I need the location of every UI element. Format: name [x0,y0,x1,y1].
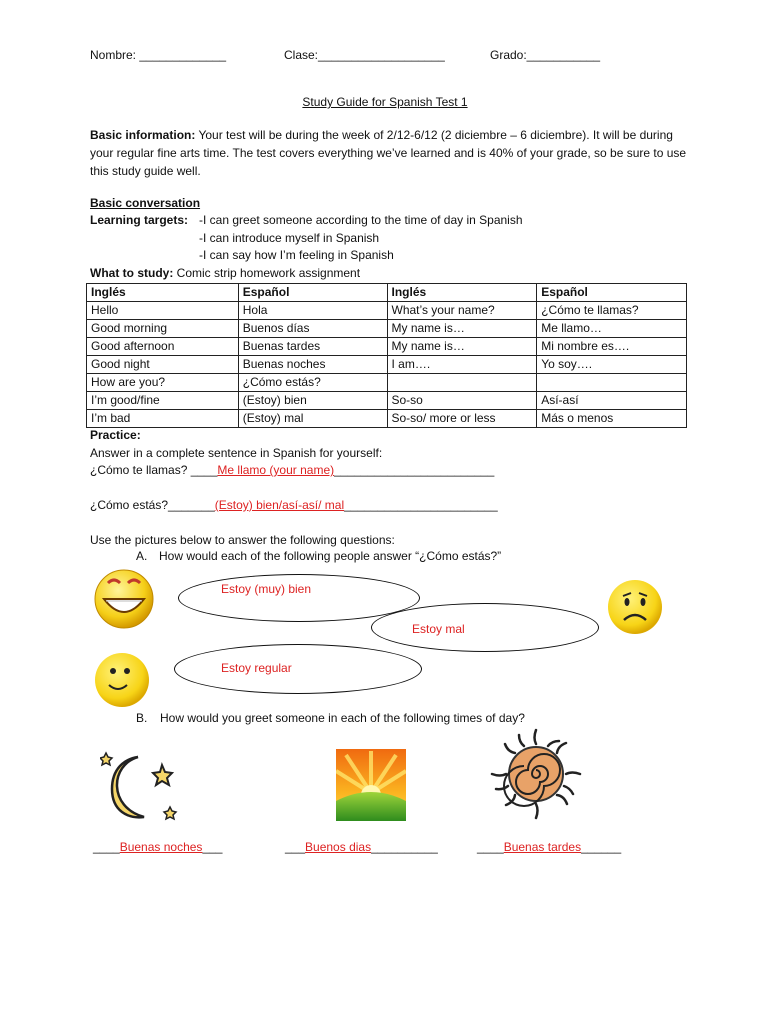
table-cell: I’m bad [87,410,239,428]
table-row [87,410,687,428]
question-como-estas [90,498,498,512]
page-title: Study Guide for Spanish Test 1 [302,95,468,109]
answer-blank: __________ [371,840,438,854]
question-b-text: How would you greet someone in each of the following times of day? [160,711,525,725]
basic-info-text: Your test will be during the week of 2/12-6/12 (2 diciembre – 6 diciembre). It will be during your regular fine arts time. The test covers everything we’ve learned and is 40% of your grade, so be sure to use this study guide well. [90,128,687,178]
table-cell [387,374,537,392]
question-prefix: ¿Cómo te llamas? ____ [90,463,218,477]
clase-field: Clase:___________________ [284,48,445,62]
basic-info-paragraph [90,126,690,180]
answer-blank: ___ [285,840,306,854]
table-row [87,302,687,320]
answer-text: Me llamo (your name) [217,463,335,477]
neutral-smile-face-icon [92,652,152,708]
table-cell: ¿Cómo estás? [238,374,387,392]
sun-icon [488,726,584,822]
table-header-row [87,284,687,302]
question-a-marker: A. [136,549,148,563]
table-cell: (Estoy) mal [238,410,387,428]
nombre-field: Nombre: _____________ [90,48,227,62]
question-a-text: How would each of the following people answer “¿Cómo estás?” [159,549,502,563]
table-cell: So-so [387,392,537,410]
sunrise-icon [336,749,406,821]
learning-targets-label: Learning targets: [90,213,189,227]
table-cell: Yo soy…. [537,356,687,374]
answer-text: Buenas tardes [503,840,582,854]
basic-conversation-heading: Basic conversation [90,196,201,210]
vocab-table [86,283,687,428]
answer-blank: _______________________ [344,498,498,512]
learning-target-2: -I can introduce myself in Spanish [199,231,380,245]
table-cell [537,374,687,392]
table-cell: What’s your name? [387,302,537,320]
answer-afternoon [477,840,621,854]
laughing-face-icon [92,565,156,631]
table-cell: Buenas noches [238,356,387,374]
table-cell: Así-así [537,392,687,410]
question-como-te-llamas [90,463,494,477]
table-cell: Me llamo… [537,320,687,338]
table-row [87,356,687,374]
basic-info-label: Basic information: [90,128,196,142]
speech-bubble-regular [174,644,422,694]
answer-blank: ____ [477,840,504,854]
table-cell: Good morning [87,320,239,338]
table-cell: Hello [87,302,239,320]
question-b-marker: B. [136,711,148,725]
bubble-happy-text: Estoy (muy) bien [221,582,312,596]
table-header-cell: Inglés [87,284,239,302]
answer-blank: ____ [93,840,120,854]
what-to-study-text: Comic strip homework assignment [173,266,361,280]
table-row [87,392,687,410]
table-cell: My name is… [387,320,537,338]
table-row [87,338,687,356]
learning-target-3: -I can say how I’m feeling in Spanish [199,248,394,262]
table-header-cell: Español [537,284,687,302]
bubble-regular-text: Estoy regular [221,661,292,675]
table-cell: I’m good/fine [87,392,239,410]
table-cell: (Estoy) bien [238,392,387,410]
answer-night [93,840,222,854]
answer-text: Buenas noches [119,840,203,854]
table-cell: My name is… [387,338,537,356]
pictures-instruction: Use the pictures below to answer the following questions: [90,533,395,547]
table-cell: How are you? [87,374,239,392]
answer-morning [285,840,438,854]
table-row [87,320,687,338]
learning-target-1: -I can greet someone according to the time of day in Spanish [199,213,523,227]
question-prefix: ¿Cómo estás?_______ [90,498,215,512]
table-cell: Más o menos [537,410,687,428]
table-cell: I am…. [387,356,537,374]
table-header-cell: Inglés [387,284,537,302]
what-to-study-label: What to study: [90,266,174,280]
answer-blank: ___ [202,840,223,854]
table-cell: Buenos días [238,320,387,338]
table-cell: ¿Cómo te llamas? [537,302,687,320]
table-cell: Buenas tardes [238,338,387,356]
table-row [87,374,687,392]
table-cell: So-so/ more or less [387,410,537,428]
practice-heading: Practice: [90,428,141,442]
bubble-sad-text: Estoy mal [412,622,465,636]
table-cell: Good night [87,356,239,374]
table-cell: Good afternoon [87,338,239,356]
answer-blank: ________________________ [334,463,495,477]
moon-stars-icon [100,749,180,825]
answer-text: Buenos dias [305,840,372,854]
speech-bubble-sad [371,603,599,652]
table-cell: Mi nombre es…. [537,338,687,356]
grado-field: Grado:___________ [490,48,601,62]
table-cell: Hola [238,302,387,320]
sad-face-icon [606,578,664,636]
answer-text: (Estoy) bien/así-así/ mal [214,498,345,512]
what-to-study [90,266,360,280]
practice-instruction: Answer in a complete sentence in Spanish for yourself: [90,446,383,460]
table-header-cell: Español [238,284,387,302]
answer-blank: ______ [581,840,622,854]
